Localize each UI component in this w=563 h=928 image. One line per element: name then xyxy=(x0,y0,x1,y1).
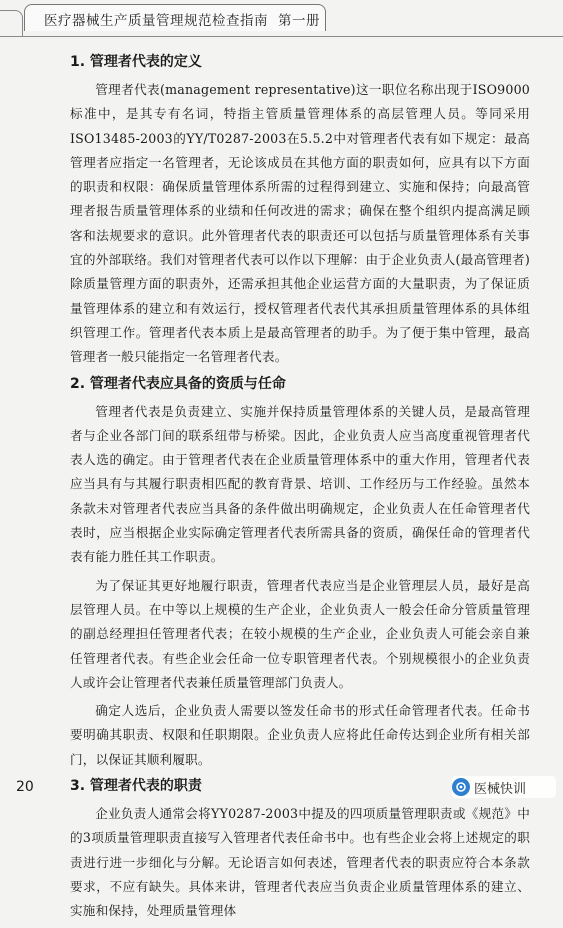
paragraph: 企业负责人通常会将YY0287-2003中提及的四项质量管理职责或《规范》中的3项质量管理职责直接写入管理者代表任命书中。也有些企业会将上述规定的职责进行进一步细化与分解。无论语言如何表述，管理者代表的职责应符合本条款要求，不应有缺失。具体来讲，管理者代表应当负责企业质量管理体系的建立、实施和保持，处理质量管理体 xyxy=(70,806,530,919)
watermark-text: 医械快训 xyxy=(474,781,527,797)
paragraph: 确定人选后，企业负责人需要以签发任命书的形式任命管理者代表。任命书要明确其职责、权限和任职期限。企业负责人应将此任命传达到企业所有相关部门，以保证其顺利履职。 xyxy=(70,703,530,767)
running-header xyxy=(44,9,320,29)
logo-icon xyxy=(452,778,470,796)
paragraph: 管理者代表是负责建立、实施并保持质量管理体系的关键人员，是最高管理者与企业各部门间的联系纽带与桥梁。因此，企业负责人应当高度重视管理者代表人选的确定。由于管理者代表在企业质量管理体系中的重大作用，管理者代表应当具有与其履行职责相匹配的教育背景、培训、工作经历与工作经验。虽然本条款未对管理者代表应当具备的条件做出明确规定，企业负责人在任命管理者代表时，应当根据企业实际确定管理者代表所需具备的资质，确保任命的管理者代表有能力胜任其工作职责。 xyxy=(70,403,530,565)
volume-label: 第一册 xyxy=(278,13,320,29)
paragraph: 为了保证其更好地履行职责，管理者代表应当是企业管理层人员，最好是高层管理人员。在中等以上规模的生产企业，企业负责人一般会任命分管质量管理的副总经理担任管理者代表；在较小规模的生产企业，企业负责人可能会亲自兼任管理者代表。有些企业会任命一位专职管理者代表。个别规模很小的企业负责人或许会让管理者代表兼任质量管理部门负责人。 xyxy=(70,577,530,690)
paragraph: 管理者代表(management representative)这一职位名称出现于ISO9000标准中，是其专有名词，特指主管质量管理体系的高层管理人员。等同采用ISO13485-2003的YY/T0287-2003在5.5.2中对管理者代表有如下规定：最高管理者应指定一名管理者，无论该成员在其他方面的职责如何，应具有以下方面的职责和权限：确保质量管理体系所需的过程得到建立、实施和保持；向最高管理者报告质量管理体系的业绩和任何改进的需求；确保在整个组织内提高满足顾客和法规要求的意识。此外管理者代表的职责还可以包括与质量管理体系有关事宜的外部联络。我们对管理者代表可以作以下理解：由于企业负责人(最高管理者)除质量管理方面的职责外，还需承担其他企业运营方面的大量职责，为了保证质量管理体系的建立和有效运行，授权管理者代表代其承担质量管理体系的具体组织管理工作。管理者代表本质上是最高管理者的助手。为了便于集中管理，最高管理者一般只能指定一名管理者代表。 xyxy=(70,82,530,365)
section-2 xyxy=(70,374,530,772)
page-number: 20 xyxy=(16,779,34,795)
section-heading: 2. 管理者代表应具备的资质与任命 xyxy=(70,375,286,392)
header-rule xyxy=(0,36,563,37)
header-ornament xyxy=(0,10,23,37)
section-heading: 3. 管理者代表的职责 xyxy=(70,778,202,795)
section-1 xyxy=(70,52,530,370)
watermark xyxy=(452,776,556,798)
book-title: 医疗器械生产质量管理规范检查指南 xyxy=(44,13,268,29)
section-heading: 1. 管理者代表的定义 xyxy=(70,54,202,70)
section-3 xyxy=(70,776,530,923)
